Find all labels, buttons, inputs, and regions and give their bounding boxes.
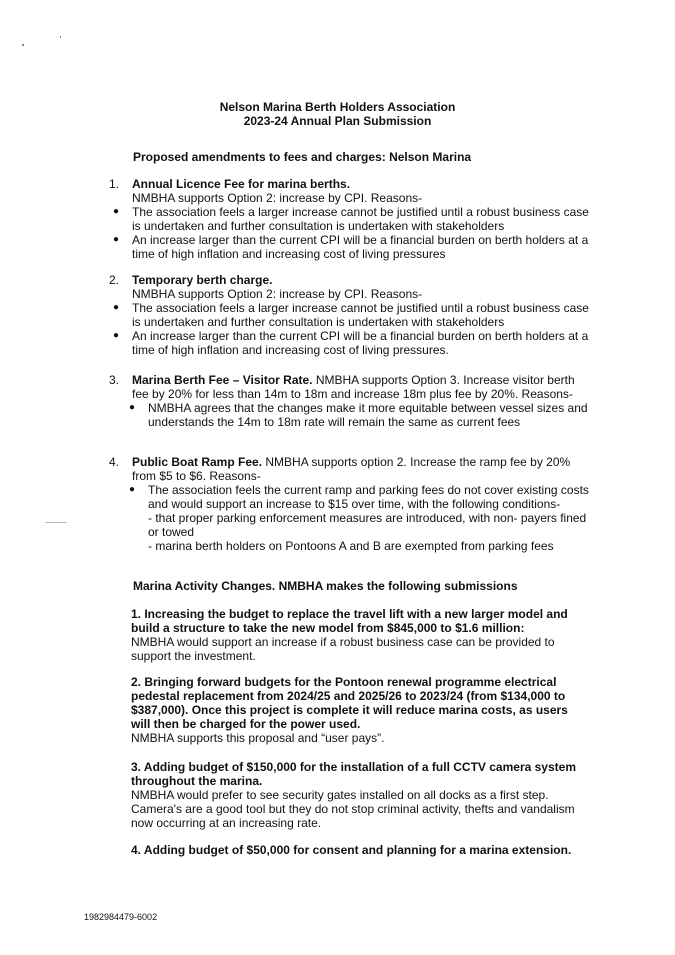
submission-cctv xyxy=(131,760,581,830)
bullet-item: ● An increase larger than the current CPI will be a financial burden on berth holders at a time of high inflation and increasing cost of living pressures. xyxy=(113,329,589,357)
submission-heading: 3. Adding budget of $150,000 for the installation of a full CCTV camera system throughout the marina. xyxy=(131,760,576,788)
submission-marina-extension xyxy=(131,843,581,857)
scan-speck xyxy=(60,36,61,38)
list-item-annual-licence-fee xyxy=(109,177,589,261)
submission-heading: 4. Adding budget of $50,000 for consent and planning for a marina extension. xyxy=(131,843,572,857)
submission-heading: 2. Bringing forward budgets for the Pontoon renewal programme electrical pedestal replacement from 2024/25 and 2025/26 to 2023/24 (from $134,000 to $387,000). Once this project is complete it will reduce marina costs, as users will then be charged for the power used. xyxy=(131,675,568,731)
bullet-icon: ● xyxy=(113,206,120,217)
bullet-icon: ● xyxy=(129,402,136,413)
list-item-visitor-rate xyxy=(109,373,589,429)
list-item-boat-ramp-fee xyxy=(109,455,589,553)
item-number: 4. xyxy=(109,455,120,469)
condition-line: - that proper parking enforcement measures are introduced, with non- payers fined or towed xyxy=(148,511,587,539)
item-text: NMBHA supports Option 3. Increase visitor berth fee by 20% for less than 14m to 18m and increase 18m plus fee by 20%. Reasons- xyxy=(132,373,575,401)
submission-travel-lift xyxy=(131,607,581,663)
submission-heading: 1. Increasing the budget to replace the travel lift with a new larger model and build a structure to take the new model from $845,000 to $1.6 million: xyxy=(131,607,568,635)
bullet-item: ● The association feels the current ramp and parking fees do not cover existing costs and would support an increase to $15 over time, with the following conditions- - that proper parking enforcement measures are introduced, with non- payers fined or towed - marina berth holders on Pontoons A and B are exempted from parking fees xyxy=(129,483,589,553)
submission-text: NMBHA would support an increase if a robust business case can be provided to support the investment. xyxy=(131,635,555,663)
bullet-item: ● NMBHA agrees that the changes make it more equitable between vessel sizes and understands the 14m to 18m rate will remain the same as current fees xyxy=(129,401,588,429)
bullet-icon: ● xyxy=(129,484,136,495)
bullet-icon: ● xyxy=(113,302,120,313)
item-heading: Public Boat Ramp Fee. xyxy=(132,455,263,469)
document-id: 1982984479-6002 xyxy=(84,912,158,922)
item-text: NMBHA supports option 2. Increase the ramp fee by 20% from $5 to $6. Reasons- xyxy=(132,455,571,483)
submission-pontoon-renewal xyxy=(131,675,581,745)
item-heading: Marina Berth Fee – Visitor Rate. xyxy=(132,373,313,387)
bullet-item: ● The association feels a larger increase cannot be justified until a robust business case is undertaken and further consultation is undertaken with stakeholders xyxy=(113,205,589,233)
scan-speck xyxy=(45,522,67,523)
bullet-icon: ● xyxy=(113,330,120,341)
section-heading-activity-changes: Marina Activity Changes. NMBHA makes the following submissions xyxy=(133,579,518,593)
item-intro: NMBHA supports Option 2: increase by CPI. Reasons- xyxy=(132,287,423,301)
item-number: 2. xyxy=(109,273,120,287)
item-intro: NMBHA supports Option 2: increase by CPI. Reasons- xyxy=(132,191,423,205)
item-heading: Annual Licence Fee for marina berths. xyxy=(132,177,351,191)
bullet-icon: ● xyxy=(113,234,120,245)
submission-text: NMBHA supports this proposal and “user pays”. xyxy=(131,731,385,745)
bullet-item: ● An increase larger than the current CPI will be a financial burden on berth holders at a time of high inflation and increasing cost of living pressures xyxy=(113,233,589,261)
document-title: Nelson Marina Berth Holders Association xyxy=(219,100,456,114)
submission-text: NMBHA would prefer to see security gates installed on all docks as a first step. Camera's are a good tool but they do not stop criminal activity, thefts and vandalism now occurring at an increasing rate. xyxy=(131,788,575,830)
section-heading-fees: Proposed amendments to fees and charges: Nelson Marina xyxy=(133,150,472,164)
item-number: 1. xyxy=(109,177,120,191)
list-item-temporary-berth-charge xyxy=(109,273,589,357)
bullet-item: ● The association feels a larger increase cannot be justified until a robust business case is undertaken and further consultation is undertaken with stakeholders xyxy=(113,301,589,329)
document-subtitle: 2023-24 Annual Plan Submission xyxy=(243,114,432,128)
item-number: 3. xyxy=(109,373,120,387)
scan-speck xyxy=(22,44,24,46)
condition-line: - marina berth holders on Pontoons A and B are exempted from parking fees xyxy=(148,539,554,553)
item-heading: Temporary berth charge. xyxy=(132,273,273,287)
